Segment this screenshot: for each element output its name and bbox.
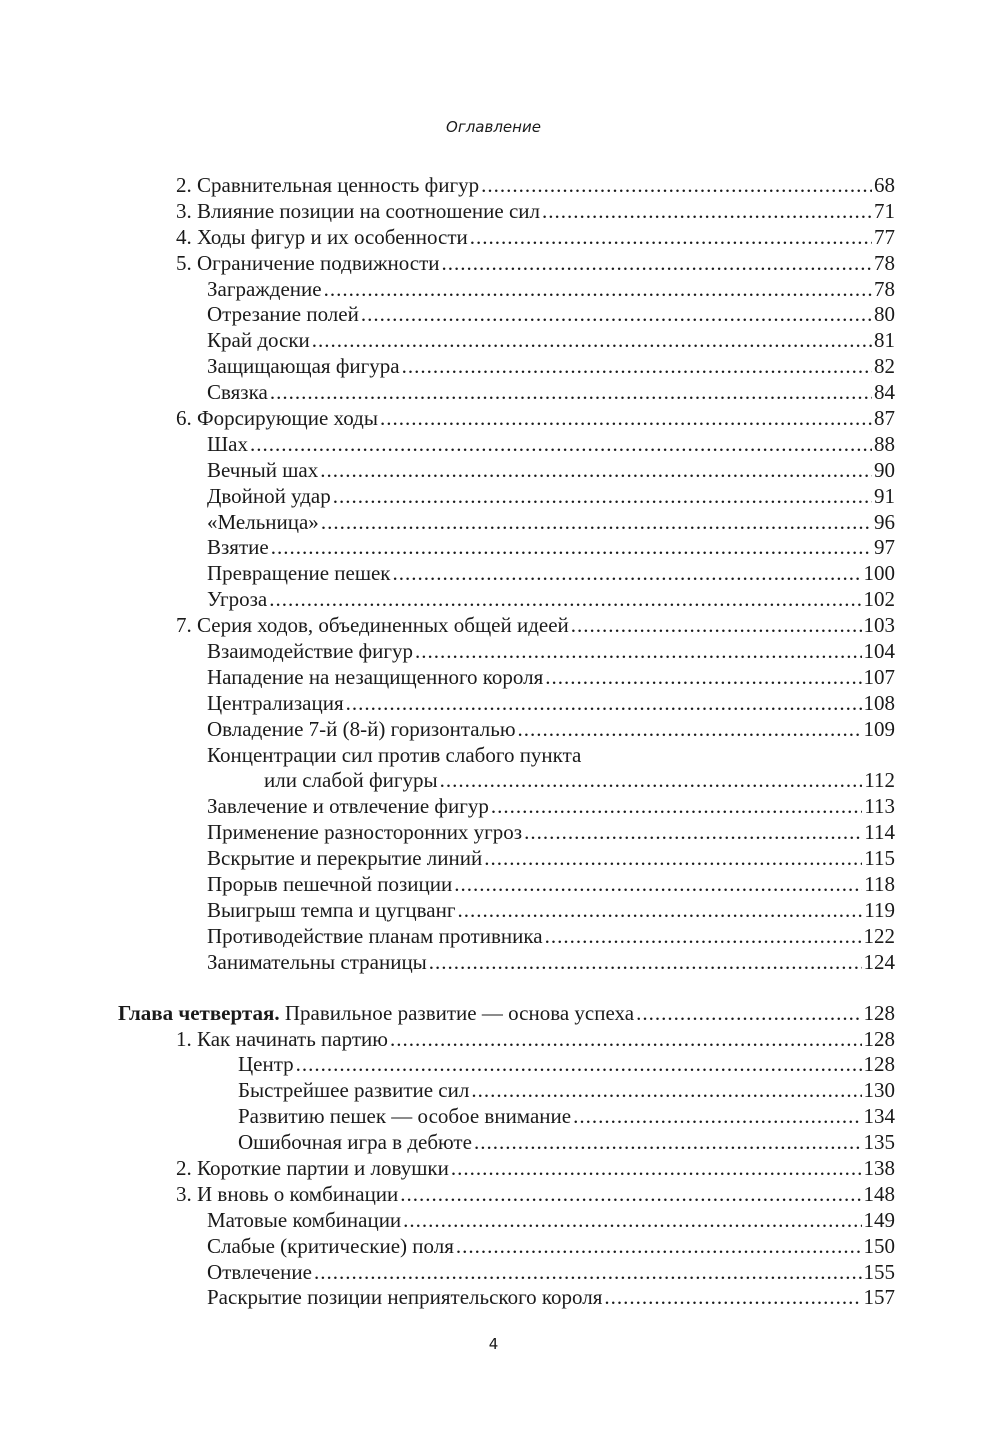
dot-leader (484, 846, 862, 872)
toc-entry-title: Быстрейшее развитие сил (238, 1078, 470, 1103)
toc-entry[interactable] (118, 458, 895, 484)
toc-entry[interactable] (118, 1027, 895, 1053)
toc-entry-title: Выигрыш темпа и цугцванг (207, 897, 456, 922)
dot-leader (542, 199, 872, 225)
dot-leader (571, 613, 862, 639)
toc-entry[interactable] (118, 380, 895, 406)
toc-entry-page: 88 (874, 431, 895, 456)
toc-entry[interactable] (118, 510, 895, 536)
toc-entry-title: Взаимодействие фигур (207, 639, 413, 664)
toc-entry-page: 149 (863, 1207, 895, 1232)
dot-leader (481, 173, 872, 199)
toc-entry-title: Центр (238, 1052, 294, 1077)
toc-entry-title: Централизация (207, 690, 344, 715)
chapter-label: Глава четвертая. (118, 1000, 280, 1025)
toc-entry-page: 157 (863, 1285, 895, 1310)
toc-entry-title: Занимательны страницы (207, 949, 427, 974)
dot-leader (271, 535, 872, 561)
toc-entry-title: Защищающая фигура (207, 354, 400, 379)
toc-entry-title: Вскрытие и перекрытие линий (207, 846, 483, 871)
toc-entry-page: 112 (864, 768, 895, 793)
chapter-title: Правильное развитие — основа успеха (279, 1000, 635, 1025)
toc-entry-page: 108 (863, 690, 895, 715)
toc-entry-page: 87 (874, 406, 895, 431)
toc-entry-page: 77 (874, 224, 895, 249)
toc-entry-page: 90 (874, 457, 895, 482)
toc-entry[interactable] (118, 768, 895, 794)
toc-entry-title: Превращение пешек (207, 561, 391, 586)
toc-entry-title: 2. Короткие партии и ловушки (176, 1155, 449, 1180)
toc-entry[interactable] (118, 820, 895, 846)
toc-entry-title: Концентрации сил против слабого пункта (207, 742, 582, 767)
toc-entry-title: Вечный шах (207, 457, 319, 482)
toc-entry-title: Связка (207, 380, 268, 405)
toc-entry-title: 3. Влияние позиции на соотношение сил (176, 198, 541, 223)
toc-entry[interactable] (118, 406, 895, 432)
toc-entry-page: 100 (863, 561, 895, 586)
toc-entry[interactable] (118, 173, 895, 199)
dot-leader (393, 561, 862, 587)
dot-leader (470, 225, 872, 251)
toc-entry-page: 78 (874, 276, 895, 301)
toc-entry-title: Заграждение (207, 276, 322, 301)
toc-entry-page: 96 (874, 509, 895, 534)
dot-leader (402, 354, 872, 380)
toc-entry-page: 68 (874, 173, 895, 197)
toc-entry-title: Нападение на незащищенного короля (207, 664, 544, 689)
toc-entry[interactable] (118, 950, 895, 976)
dot-leader (346, 691, 862, 717)
toc-entry[interactable] (118, 1208, 895, 1234)
toc-entry-page: 119 (864, 897, 895, 922)
toc-entry-title: Завлечение и отвлечение фигур (207, 794, 489, 819)
dot-leader (270, 380, 872, 406)
toc-entry-page: 104 (863, 639, 895, 664)
toc-entry[interactable] (118, 1285, 895, 1311)
toc-entry-title: 5. Ограничение подвижности (176, 250, 440, 275)
running-header: Оглавление (446, 118, 541, 136)
toc-entry-title: Взятие (207, 535, 269, 560)
toc-entry[interactable] (118, 277, 895, 303)
dot-leader (324, 277, 872, 303)
toc-entry-title: 1. Как начинать партию (176, 1026, 388, 1051)
toc-entry[interactable] (118, 1156, 895, 1182)
dot-leader (454, 872, 862, 898)
toc-entry[interactable] (118, 432, 895, 458)
toc-entry-page: 109 (863, 716, 895, 741)
dot-leader (415, 639, 862, 665)
toc-entry-title: Раскрытие позиции неприятельского короля (207, 1285, 603, 1310)
dot-leader (380, 406, 872, 432)
dot-leader (636, 1001, 861, 1027)
toc-chapter-heading[interactable] (118, 1001, 895, 1027)
toc-entry-page: 114 (864, 820, 895, 845)
section-gap (118, 976, 895, 1001)
toc-entry-title: «Мельница» (207, 509, 319, 534)
toc-entry-title: 2. Сравнительная ценность фигур (176, 173, 480, 197)
toc-entry-title: 3. И вновь о комбинации (176, 1181, 399, 1206)
toc-entry-title: Развитию пешек — особое внимание (238, 1104, 572, 1129)
dot-leader (312, 328, 872, 354)
toc-entry-page: 81 (874, 328, 895, 353)
toc-entry[interactable] (118, 1052, 895, 1078)
toc-entry-title: 6. Форсирующие ходы (176, 406, 378, 431)
toc-entry[interactable] (118, 251, 895, 277)
toc-entry-page: 148 (863, 1181, 895, 1206)
dot-leader (545, 665, 861, 691)
toc-entry[interactable] (118, 898, 895, 924)
dot-leader (269, 587, 861, 613)
toc-entry[interactable] (118, 613, 895, 639)
toc-entry-title: Овладение 7-й (8-й) горизонталью (207, 716, 516, 741)
dot-leader (440, 768, 863, 794)
toc-entry[interactable] (118, 1078, 895, 1104)
toc-entry-page: 80 (874, 302, 895, 327)
toc-section-chapter-three-part (118, 173, 895, 976)
dot-leader (321, 510, 872, 536)
toc-entry-page: 122 (863, 923, 895, 948)
toc-entry-page: 97 (874, 535, 895, 560)
toc-entry-title: Применение разносторонних угроз (207, 820, 523, 845)
toc-entry-page: 134 (863, 1104, 895, 1129)
dot-leader (457, 898, 862, 924)
toc-entry[interactable] (118, 1260, 895, 1286)
dot-leader (250, 432, 872, 458)
dot-leader (403, 1208, 861, 1234)
dot-leader (296, 1052, 862, 1078)
toc-entry-page: 91 (874, 483, 895, 508)
dot-leader (518, 717, 862, 743)
toc-entry-title: Двойной удар (207, 483, 331, 508)
toc-entry[interactable] (118, 484, 895, 510)
toc-entry-title: или слабой фигуры (264, 768, 438, 793)
toc-entry[interactable] (118, 846, 895, 872)
toc-entry-title: 7. Серия ходов, объединенных общей идеей (176, 613, 569, 638)
dot-leader (361, 302, 872, 328)
toc-entry-page: 118 (864, 872, 895, 897)
toc-entry-page: 128 (863, 1000, 895, 1025)
table-of-contents (118, 173, 895, 1311)
toc-entry[interactable] (118, 665, 895, 691)
toc-entry-page: 82 (874, 354, 895, 379)
dot-leader (474, 1130, 862, 1156)
dot-leader (400, 1182, 861, 1208)
dot-leader (429, 950, 862, 976)
toc-entry-title: Противодействие планам противника (207, 923, 543, 948)
toc-entry-page: 102 (863, 587, 895, 612)
dot-leader (314, 1260, 862, 1286)
toc-entry[interactable] (118, 1182, 895, 1208)
toc-entry[interactable] (118, 872, 895, 898)
toc-entry-title: Угроза (207, 587, 268, 612)
dot-leader (545, 924, 862, 950)
toc-entry[interactable] (118, 1130, 895, 1156)
toc-entry-title: Слабые (критические) поля (207, 1233, 454, 1258)
toc-entry-title: Матовые комбинации (207, 1207, 402, 1232)
dot-leader (333, 484, 872, 510)
toc-entry[interactable] (118, 354, 895, 380)
toc-entry-page: 130 (863, 1078, 895, 1103)
toc-entry-page: 128 (863, 1052, 895, 1077)
dot-leader (604, 1285, 861, 1311)
toc-entry-title (118, 1001, 634, 1027)
dot-leader (524, 820, 862, 846)
toc-entry[interactable] (118, 535, 895, 561)
toc-section-chapter-four (118, 1027, 895, 1312)
toc-entry-page: 155 (863, 1259, 895, 1284)
toc-entry-page: 103 (863, 613, 895, 638)
toc-entry-title: Шах (207, 431, 249, 456)
dot-leader (390, 1027, 862, 1053)
toc-entry-page: 128 (863, 1026, 895, 1051)
toc-entry[interactable] (118, 691, 895, 717)
toc-entry[interactable] (118, 225, 895, 251)
dot-leader (441, 251, 872, 277)
toc-entry-title: Отвлечение (207, 1259, 312, 1284)
toc-entry[interactable] (118, 639, 895, 665)
toc-entry-page: 124 (863, 949, 895, 974)
toc-entry-title: Ошибочная игра в дебюте (238, 1130, 472, 1155)
toc-entry[interactable] (118, 302, 895, 328)
toc-entry[interactable] (118, 199, 895, 225)
toc-entry-page: 150 (863, 1233, 895, 1258)
dot-leader (491, 794, 862, 820)
toc-entry-title: Прорыв пешечной позиции (207, 872, 453, 897)
dot-leader (573, 1104, 861, 1130)
dot-leader (471, 1078, 861, 1104)
toc-entry[interactable] (118, 328, 895, 354)
toc-entry[interactable] (118, 924, 895, 950)
toc-entry[interactable] (118, 717, 895, 743)
toc-entry-page: 71 (874, 198, 895, 223)
toc-entry-page: 84 (874, 380, 895, 405)
toc-entry-page: 107 (863, 664, 895, 689)
toc-entry[interactable] (118, 794, 895, 820)
toc-entry-page: 113 (864, 794, 895, 819)
toc-entry[interactable] (118, 1234, 895, 1260)
toc-entry-page: 115 (864, 846, 895, 871)
toc-entry-page: 135 (863, 1130, 895, 1155)
toc-entry[interactable] (118, 561, 895, 587)
page-number: 4 (488, 1335, 499, 1353)
dot-leader (451, 1156, 862, 1182)
dot-leader (320, 458, 872, 484)
toc-entry[interactable] (118, 1104, 895, 1130)
dot-leader (456, 1234, 862, 1260)
toc-entry-title: Отрезание полей (207, 302, 359, 327)
toc-entry[interactable] (118, 587, 895, 613)
toc-entry-page: 78 (874, 250, 895, 275)
toc-entry-page: 138 (863, 1155, 895, 1180)
toc-entry[interactable] (118, 743, 895, 769)
toc-entry-title: 4. Ходы фигур и их особенности (176, 224, 468, 249)
toc-entry-title: Край доски (207, 328, 310, 353)
